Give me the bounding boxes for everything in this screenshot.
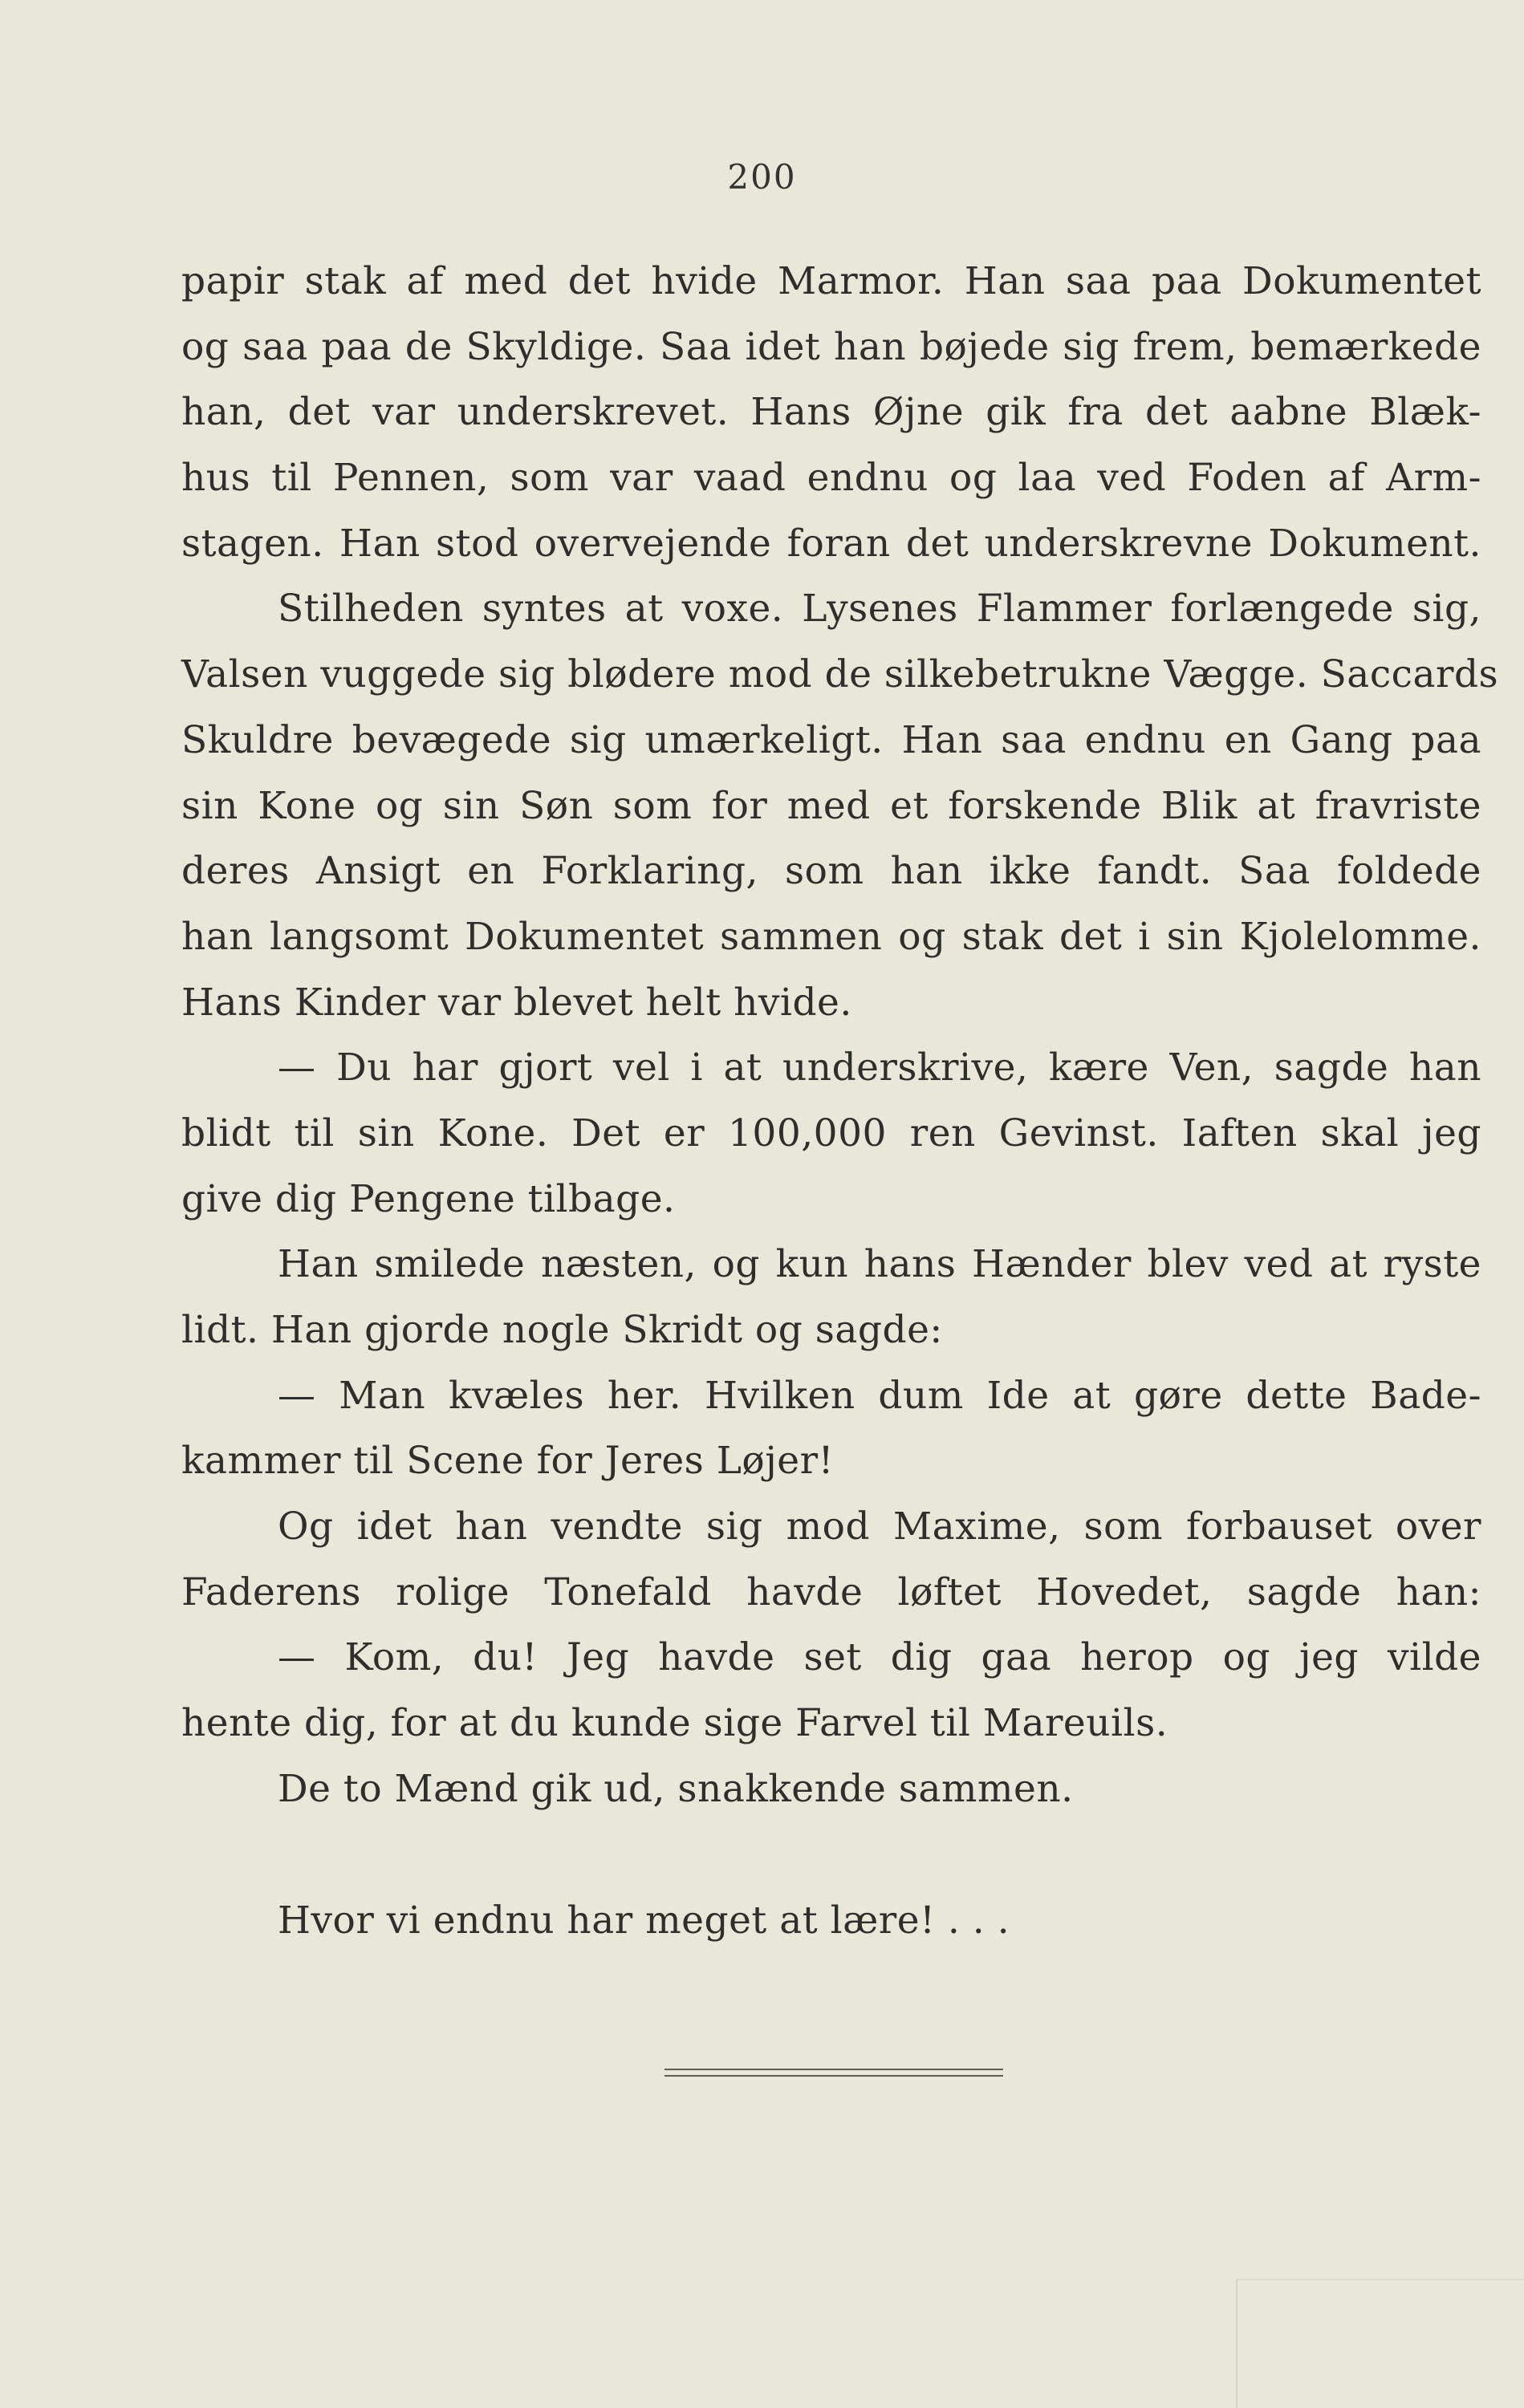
text-line: — Kom, du! Jeg havde set dig gaa herop og jeg vilde bbox=[278, 1635, 1481, 1680]
text-line: stagen. Han stod overvejende foran det underskrevne Dokument. bbox=[181, 521, 1481, 566]
end-rule bbox=[664, 2069, 1003, 2070]
text-line: lidt. Han gjorde nogle Skridt og sagde: bbox=[181, 1308, 943, 1352]
text-line: Valsen vuggede sig blødere mod de silkebetrukne Vægge. Saccards bbox=[181, 652, 1499, 697]
text-line: Han smilede næsten, og kun hans Hænder blev ved at ryste bbox=[278, 1242, 1481, 1287]
text-line: — Man kvæles her. Hvilken dum Ide at gøre dette Bade- bbox=[278, 1373, 1481, 1418]
scan-corner-mark bbox=[1236, 2279, 1524, 2408]
text-line: papir stak af med det hvide Marmor. Han saa paa Dokumentet bbox=[181, 259, 1481, 303]
text-line: og saa paa de Skyldige. Saa idet han bøjede sig frem, bemærkede bbox=[181, 324, 1481, 369]
text-line: han, det var underskrevet. Hans Øjne gik fra det aabne Blæk- bbox=[181, 390, 1481, 435]
page-number: 200 bbox=[727, 157, 797, 197]
text-line: kammer til Scene for Jeres Løjer! bbox=[181, 1439, 834, 1484]
text-line: Stilheden syntes at voxe. Lysenes Flammer forlængede sig, bbox=[278, 587, 1481, 631]
body-text bbox=[181, 249, 1499, 1953]
text-line: han langsomt Dokumentet sammen og stak det i sin Kjolelomme. bbox=[181, 914, 1481, 959]
text-line: give dig Pengene tilbage. bbox=[181, 1176, 676, 1221]
text-line: hente dig, for at du kunde sige Farvel til Mareuils. bbox=[181, 1701, 1168, 1746]
end-rule bbox=[664, 2075, 1003, 2077]
text-line: — Du har gjort vel i at underskrive, kære Ven, sagde han bbox=[278, 1046, 1481, 1090]
closing-line: Hvor vi endnu har meget at lære! . . . bbox=[278, 1898, 1010, 1943]
text-line: sin Kone og sin Søn som for med et forskende Blik at fravriste bbox=[181, 783, 1481, 828]
text-line: Og idet han vendte sig mod Maxime, som forbauset over bbox=[278, 1504, 1481, 1549]
text-line: Faderens rolige Tonefald havde løftet Hovedet, sagde han: bbox=[181, 1569, 1481, 1614]
text-line: Skuldre bevægede sig umærkeligt. Han saa endnu en Gang paa bbox=[181, 717, 1481, 762]
text-line: hus til Pennen, som var vaad endnu og laa ved Foden af Arm- bbox=[181, 456, 1481, 501]
text-line: De to Mænd gik ud, snakkende sammen. bbox=[278, 1766, 1074, 1811]
text-line: Hans Kinder var blevet helt hvide. bbox=[181, 980, 852, 1025]
text-line: blidt til sin Kone. Det er 100,000 ren Gevinst. Iaften skal jeg bbox=[181, 1111, 1481, 1155]
text-line: deres Ansigt en Forklaring, som han ikke fandt. Saa foldede bbox=[181, 849, 1481, 894]
